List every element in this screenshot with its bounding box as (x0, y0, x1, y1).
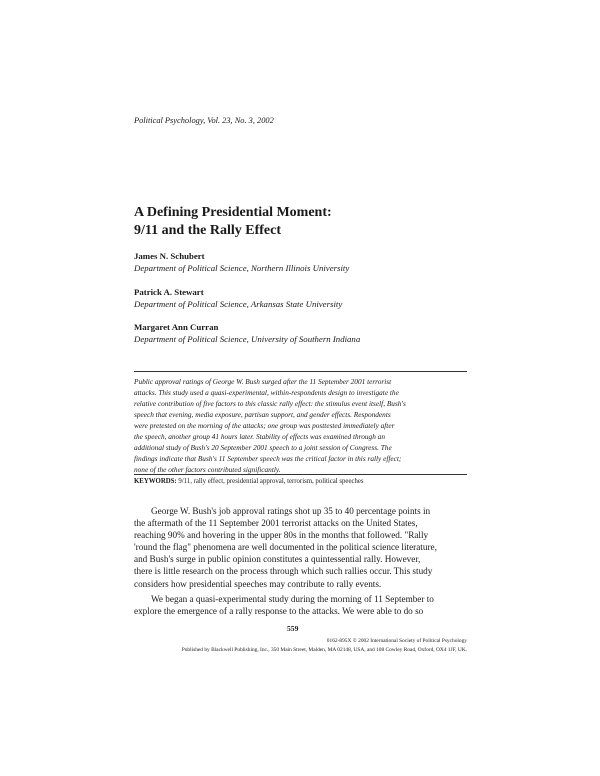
author-name: Margaret Ann Curran (134, 322, 219, 332)
keywords (134, 478, 364, 485)
abstract-bottom-rule (134, 474, 467, 475)
body-line: reaching 90% and hovering in the upper 80s in the months that followed. "Rally (134, 530, 429, 541)
abstract-line: speech that evening, media exposure, partisan support, and gender effects. Respondents (134, 410, 391, 419)
body-line: 'round the flag" phenomena are well documented in the political science literature, (134, 542, 437, 553)
author-affiliation: Department of Political Science, Arkansas State University (134, 299, 343, 309)
author-name: James N. Schubert (134, 251, 205, 261)
abstract-line: additional study of Bush's 20 September 2001 speech to a joint session of Congress. The (134, 443, 392, 452)
author-affiliation: Department of Political Science, Northern Illinois University (134, 263, 350, 273)
author-affiliation: Department of Political Science, University of Southern Indiana (134, 334, 361, 344)
article-title-line: A Defining Presidential Moment: (134, 205, 332, 220)
body-line: We began a quasi-experimental study during the morning of 11 September to (151, 593, 434, 604)
copyright-notice: 0162-895X © 2002 International Society of Political Psychology (326, 638, 467, 644)
article-title-line: 9/11 and the Rally Effect (134, 223, 281, 238)
abstract-line: were pretested on the morning of the attacks; one group was posttested immediately after (134, 421, 395, 430)
body-line: and Bush's surge in public opinion constitutes a quintessential rally. However, (134, 554, 421, 565)
abstract-line: none of the other factors contributed significantly. (134, 465, 281, 474)
abstract-line: the speech, another group 41 hours later. Stability of effects was examined through an (134, 432, 385, 441)
author-name: Patrick A. Stewart (134, 287, 204, 297)
keywords-text: 9/11, rally effect, presidential approval, terrorism, political speeches (178, 478, 364, 485)
journal-reference: Political Psychology, Vol. 23, No. 3, 2002 (134, 116, 274, 125)
author-block (134, 287, 342, 309)
abstract-top-rule (134, 371, 467, 372)
abstract-line: relative contribution of five factors to this classic rally effect: the stimulus event itself, Bush's (134, 399, 406, 408)
abstract (134, 376, 467, 475)
keywords-label: KEYWORDS: (134, 478, 177, 485)
abstract-line: attacks. This study used a quasi-experimental, within-respondents design to investigate the (134, 388, 399, 397)
body-line: explore the emergence of a rally response to the attacks. We were able to do so (134, 605, 424, 616)
body-line: the aftermath of the 11 September 2001 terrorist attacks on the United States, (134, 518, 418, 529)
publisher-notice: Published by Blackwell Publishing, Inc., 350 Main Street, Malden, MA 02148, USA, and 108 Cowley Road, Oxford, OX4 1JF, UK. (181, 647, 467, 653)
abstract-line: findings indicate that Bush's 11 September speech was the critical factor in this rally effect; (134, 454, 402, 463)
abstract-line: Public approval ratings of George W. Bush surged after the 11 September 2001 terrorist (134, 377, 392, 386)
body-line: considers how presidential speeches may contribute to rally events. (134, 578, 382, 589)
body-text (134, 505, 467, 617)
author-block (134, 251, 349, 273)
article-title (134, 204, 474, 240)
author-block (134, 322, 360, 344)
body-line: George W. Bush's job approval ratings shot up 35 to 40 percentage points in (151, 506, 431, 516)
page-number: 559 (287, 624, 299, 633)
body-line: there is little research on the process through which such rallies occur. This study (134, 566, 433, 577)
